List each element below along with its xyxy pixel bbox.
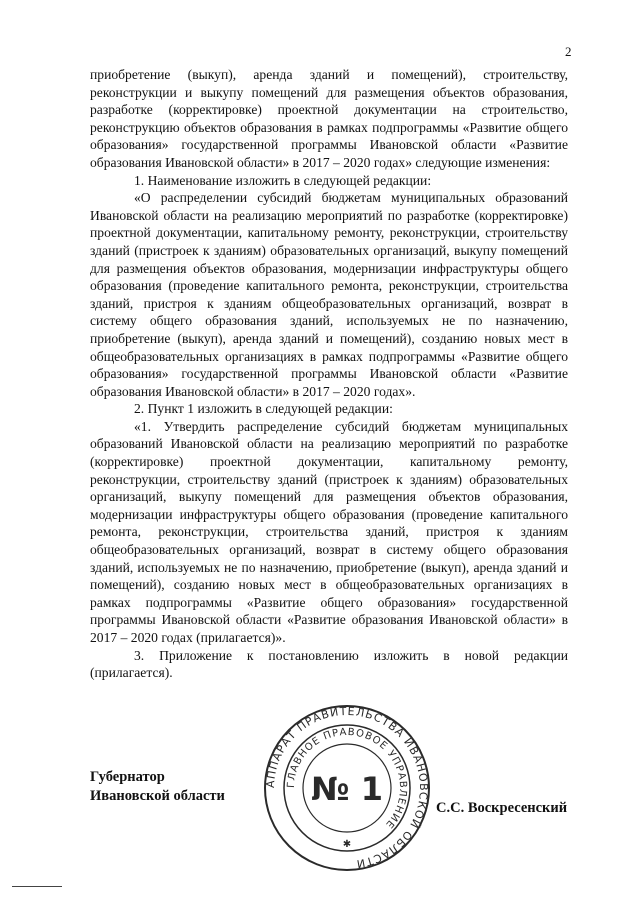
stamp-number: № 1: [311, 770, 383, 808]
paragraph-item-3: 3. Приложение к постановлению изложить в новой редакции (прилагается).: [90, 647, 568, 681]
signature-title: [90, 768, 225, 806]
paragraph-new-title: «О распределении субсидий бюджетам муниципальных образований Ивановской области на реализацию мероприятий по разработке (корректировке) проектной документации, капитальному ремонту, реконструкции, строительству зданий (пристроек к зданиям) образовательных организаций, выкупу помещений для размещения объектов образования, модернизации инфраструктуры общего образования (проведение капитального ремонта, реконструкции, строительства зданий, пристроя к зданиям общеобразовательных организаций, возврат в систему общего образования зданий, используемых не по назначению, приобретение (выкуп), аренда зданий и помещений), созданию новых мест в общеобразовательных организациях в рамках подпрограммы «Развитие общего образования» государственной программы Ивановской области «Развитие образования Ивановской области» в 2017 – 2020 годах».: [90, 190, 568, 399]
signature-title-line2: Ивановской области: [90, 788, 225, 804]
footer-divider: [12, 886, 62, 887]
paragraph-new-point-1: «1. Утвердить распределение субсидий бюджетам муниципальных образований Ивановской области на реализацию мероприятий по разработке (корректировке) проектной документации, капитальному ремонту, реконструкции, строительству зданий (пристроек к зданиям) образовательных организаций, выкупу помещений для размещения объектов образования, модернизации инфраструктуры общего образования (проведение капитального ремонта, реконструкции, строительства зданий, пристроя к зданиям общеобразовательных организаций, возврат в систему общего образования зданий, используемых не по назначению, приобретение (выкуп), аренда зданий и помещений), созданию новых мест в общеобразовательных организациях в рамках подпрограммы «Развитие общего образования» государственной программы Ивановской области «Развитие образования Ивановской области» в 2017 – 2020 годах (прилагается)».: [90, 418, 568, 645]
document-body: [90, 66, 568, 682]
paragraph-item-1: 1. Наименование изложить в следующей редакции:: [134, 172, 432, 188]
page-number: 2: [565, 44, 572, 59]
official-stamp: [262, 703, 432, 873]
paragraph-item-2: 2. Пункт 1 изложить в следующей редакции:: [134, 401, 393, 417]
stamp-inner-text: ГЛАВНОЕ ПРАВОВОЕ УПРАВЛЕНИЕ: [285, 726, 409, 831]
paragraph-intro: приобретение (выкуп), аренда зданий и помещений), строительству, реконструкции и выкупу помещений для размещения объектов образования, разработке (корректировке) проектной документации на строительство, реконструкцию объектов образования в рамках подпрограммы «Развитие общего образования» государственной программы Ивановской области «Развитие образования Ивановской области» в 2017 – 2020 годах» следующие изменения:: [90, 67, 568, 170]
stamp-outer-text: АППАРАТ ПРАВИТЕЛЬСТВА ИВАНОВСКОЙ ОБЛАСТИ: [263, 704, 431, 871]
star-icon: ✱: [342, 839, 352, 850]
signature-name: С.С. Воскресенский: [436, 800, 568, 816]
signature-title-line1: Губернатор: [90, 769, 165, 785]
